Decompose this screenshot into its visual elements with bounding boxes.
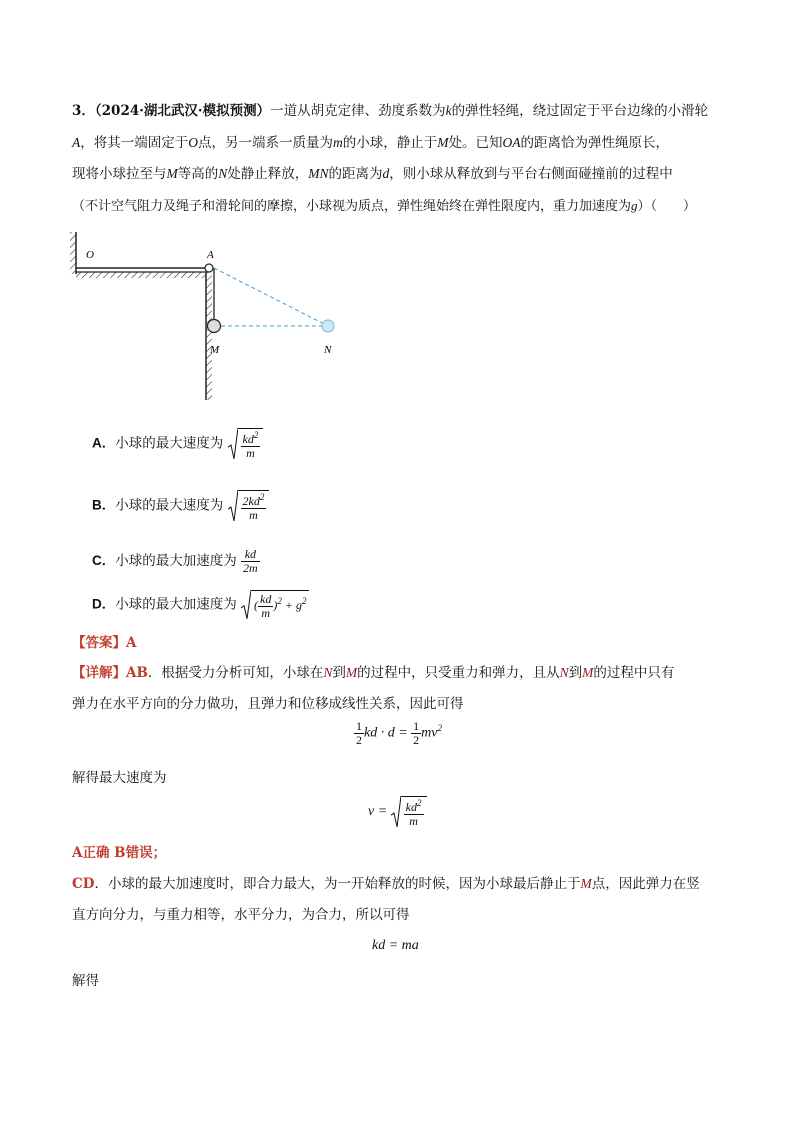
option-C[interactable] [92, 548, 260, 575]
stem-text: 等高的 [177, 166, 219, 182]
stem-text: 处。已知 [448, 135, 503, 151]
label-N: N [324, 344, 332, 356]
answer-value: A [126, 635, 137, 651]
var-O: O [188, 135, 198, 150]
stem-text: 现将小球拉至与 [72, 166, 167, 182]
option-label: B． [92, 497, 116, 513]
conclusion-text: A正确 B错误； [72, 845, 167, 861]
sqrt-expression: $\frac{kd^2}{m}$ [391, 796, 427, 828]
analysis-text: 的过程中只有 [593, 665, 675, 681]
frac-num: 1 [356, 719, 362, 733]
analysis-text: 的过程中，只受重力和弹力，且从 [357, 665, 560, 681]
var-M: M [166, 166, 178, 181]
var-M: M [580, 876, 592, 891]
sqrt-expression: $\frac{2kd^2}{m}$ [228, 490, 270, 522]
analysis-ab-label: AB [126, 665, 148, 681]
option-text: 小球的最大速度为 [115, 435, 224, 452]
question-number: 3． [72, 103, 95, 119]
stem-text: ）（ ） [637, 199, 697, 214]
question-line-3 [72, 164, 673, 184]
var-MN: MN [308, 166, 329, 181]
option-text: 小球的最大加速度为 [115, 596, 237, 613]
stem-text: 的距离为 [328, 166, 383, 182]
question-line-2 [72, 133, 669, 153]
stem-text: 点，另一端系一质量为 [198, 135, 333, 151]
analysis-line-2: 弹力在水平方向的分力做功，且弹力和位移成线性关系，因此可得 [72, 696, 464, 712]
frac-den: m [246, 446, 255, 460]
var-A: A [72, 135, 81, 150]
frac-num: 2kd [242, 494, 260, 508]
option-A[interactable] [92, 428, 263, 460]
frac-num: kd [242, 432, 254, 446]
label-M: M [210, 344, 220, 356]
option-text: 小球的最大速度为 [115, 497, 224, 514]
equation-energy: $\frac{1}{2}$ kd · d = $\frac{1}{2}$ $mv^2$ [356, 719, 442, 747]
label-A: A [207, 249, 214, 261]
question-line-1 [72, 101, 708, 121]
right-side-hatch [206, 272, 212, 400]
analysis-text: 点，因此弹力在竖 [591, 876, 700, 892]
option-label: A． [92, 435, 116, 451]
frac-den: m [261, 605, 271, 620]
fraction [241, 548, 260, 575]
sqrt-expression: ( $\frac{kd}{m}$ )$^2 + g^2$ [241, 590, 309, 620]
option-text: 小球的最大加速度为 [115, 553, 237, 569]
analysis-line-5: 直方向分力，与重力相等，水平分力，为合力，所以可得 [72, 907, 410, 923]
frac-num: kd [241, 548, 260, 562]
analysis-text: ．小球的最大加速度时，即合力最大，为一开始释放的时候，因为小球最后静止于 [94, 876, 581, 892]
frac-den: 2m [243, 561, 258, 575]
label-O: O [86, 249, 94, 261]
question-line-4 [72, 196, 696, 217]
analysis-text: 到 [568, 665, 583, 681]
var-M: M [437, 135, 449, 150]
platform-hatch [76, 272, 206, 278]
stem-text: 处静止释放， [227, 166, 309, 182]
analysis-text: ．根据受力分析可知，小球在 [147, 665, 324, 681]
var-OA: OA [502, 135, 521, 150]
var-M: M [582, 665, 594, 680]
var-d: d [382, 166, 390, 181]
analysis-text: 到 [332, 665, 346, 681]
option-D[interactable] [92, 590, 309, 620]
analysis-line-1 [72, 663, 674, 683]
frac-num: kd [405, 800, 417, 814]
var-m: m [333, 135, 343, 150]
stem-text: ，则小球从释放到与平台右侧面碰撞前的过程中 [389, 166, 673, 182]
equation-force: kd = ma [372, 938, 419, 953]
frac-num: kd [260, 591, 272, 606]
analysis-conclusion [72, 843, 166, 863]
var-M: M [345, 665, 358, 680]
analysis-line-4 [72, 874, 700, 894]
equation-velocity [368, 796, 427, 828]
pulley-A [205, 264, 213, 272]
analysis-tag: 【详解】 [72, 665, 126, 681]
var-g: g [631, 198, 638, 213]
var-N: N [323, 665, 333, 680]
frac-den: 2 [356, 733, 362, 747]
option-tail: + g [284, 598, 302, 612]
eq-v: v = [368, 804, 391, 820]
option-B[interactable] [92, 490, 269, 522]
dashed-rope-AN [214, 268, 328, 326]
stem-text: 的小球，静止于 [342, 135, 438, 151]
stem-text: （不计空气阻力及绳子和滑轮间的摩擦，小球视为质点，弹性绳始终在弹性限度内，重力加速度为 [72, 199, 632, 214]
sqrt-expression: $\frac{kd^2}{m}$ [228, 428, 264, 460]
frac-den: m [249, 508, 258, 522]
stem-text: ，将其一端固定于 [80, 135, 189, 151]
eq-right: mv [421, 725, 438, 741]
question-source: （2024·湖北武汉·模拟预测） [94, 103, 271, 119]
option-label: D． [92, 596, 116, 612]
stem-text: 一道从胡克定律、劲度系数为 [270, 103, 446, 119]
stem-text: 的弹性轻绳，绕过固定于平台边缘的小滑轮 [451, 103, 709, 119]
frac-den: m [409, 814, 418, 828]
var-N: N [218, 166, 228, 181]
analysis-line-6: 解得 [72, 973, 99, 989]
analysis-cd-label: CD [72, 876, 95, 892]
answer-line [72, 633, 136, 653]
left-wall-hatch [70, 232, 76, 274]
ball-M [208, 320, 221, 333]
option-label: C． [92, 553, 116, 568]
var-N: N [559, 665, 569, 680]
eq-left: kd · d = [364, 725, 412, 741]
physics-diagram [68, 228, 348, 408]
var-k: k [445, 103, 452, 118]
answer-tag: 【答案】 [72, 635, 126, 651]
stem-text: 的距离恰为弹性绳原长， [520, 135, 669, 151]
ball-N [322, 320, 334, 332]
analysis-line-3: 解得最大速度为 [72, 770, 167, 786]
